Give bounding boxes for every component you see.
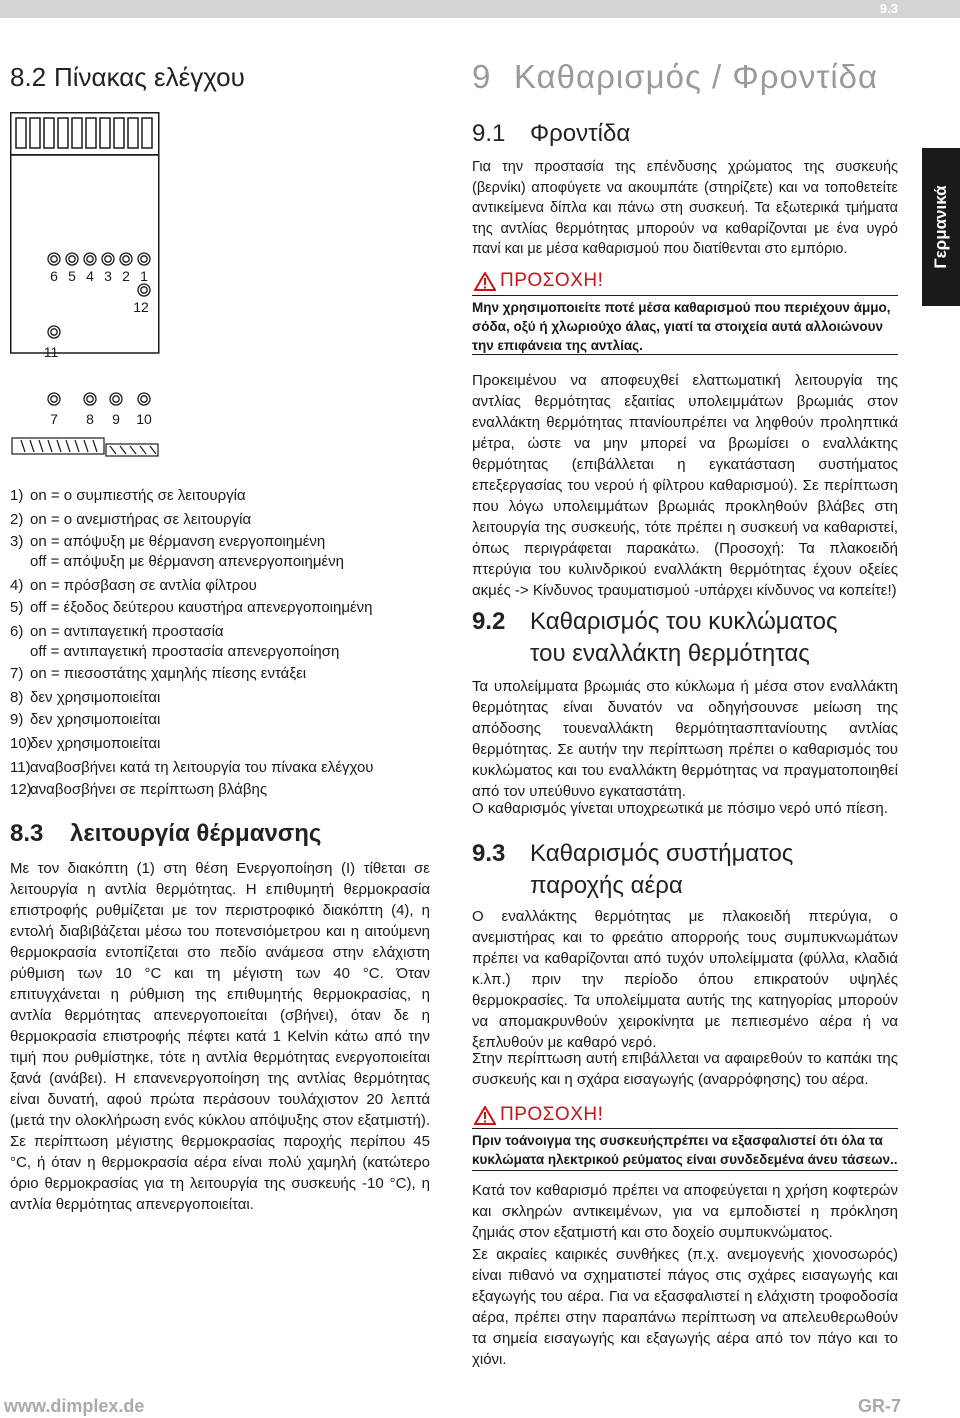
list-item: 6) on = αντιπαγετική προστασία off = αντιπαγετική προστασία απενεργοποίηση <box>10 623 340 660</box>
dial-row <box>48 393 150 405</box>
control-panel-diagram <box>10 112 160 457</box>
section-9-1-body2: Προκειμένου να αποφευχθεί ελαττωματική λειτουργία της αντλίας θερμότητας εξαιτίας υπολειμμάτων βρωμιάς στον εναλλάκτη θερμότητας πτανίουπρέπει να ληφθούν προληπτικά μέτρα, ώστε να μην μπορεί να βρωμίσει ο εναλλάκτης θερμότητας (επιβάλλεται η εγκατάσταση συστήματος επεξεργασίας του νερού ή φίλτρου καθαρισμού). Σε περίπτωση που λόγω υπολειμμάτων βρωμιάς προκληθούν βλάβες στη λειτουργία της συσκευής, τότε πρέπει η συσκευή να καθαριστεί, όπως περιγράφεται παρακάτω. (Προσοχή: Τα πλακοειδή πτερύγια του κυλινδρικού εναλλάκτη θερμότητας έχουν οξείες ακμές -> Κίνδυνος τραυματισμού -υπάρχει κίνδυνος να κοπείτε!) <box>472 372 898 599</box>
section-8-3-heading: 8.3 λειτουργία θέρμανσης <box>10 820 322 847</box>
terminal-strip <box>12 438 158 456</box>
dial-label: 8 <box>86 411 94 427</box>
led-label-12: 12 <box>133 299 149 315</box>
warning-text: Πριν τοάνοιγμα της συσκευήςπρέπει να εξασφαλιστεί ότι όλα τα κυκλώματα ηλεκτρικού ρεύματος είναι συνδεδεμένα άνευ τάσεων.. <box>472 1133 898 1167</box>
dial-label: 10 <box>136 411 152 427</box>
footer-page-id: GR-7 <box>858 1396 902 1416</box>
list-item: 11)αναβοσβήνει κατά τη λειτουργία του πίνακα ελέγχου <box>10 759 374 776</box>
language-tab: Γερμανικά <box>922 148 960 306</box>
section-9-3-body3: Κατά τον καθαρισμό πρέπει να αποφεύγεται η χρήση κοφτερών και σκληρών αντικειμένων, για να εμποδιστεί η πρόκληση ζημιάς στον εξατμιστή και στο δοχείο συμπυκνώματος. <box>472 1182 898 1241</box>
led-label: 2 <box>122 268 130 284</box>
section-9-3-body2: Στην περίπτωση αυτή επιβάλλεται να αφαιρεθούν το καπάκι της συσκευής και η σχάρα εισαγωγής (αναρρόφησης) του αέρα. <box>472 1050 898 1088</box>
led-label: 3 <box>104 268 112 284</box>
section-9-3-body: Ο εναλλάκτης θερμότητας με πλακοειδή πτερύγια, ο ανεμιστήρας και το φρεάτιο απορροής τους συμπυκνωμάτων πρέπει να καθαρίζονται από τυχόν υπολείμματα (φύλλα, κλαδιά κ.λπ.) πριν την περίοδο όπου επικρατούν υψηλές θερμοκρασίες. Τα υπολείμματα αυτής της κατηγορίας μπορούν να απομακρυνθούν χειροκίνητα με πεπιεσμένο αέρα ή να ξεπλυθούν με καθαρό νερό. <box>472 908 898 1051</box>
section-9-3-body4: Σε ακραίες καιρικές συνθήκες (π.χ. ανεμογενής χιονοσωρός) είναι πιθανό να σχηματιστεί πάγος στις σχάρες εισαγωγής και εξαγωγής του αέρα. Για να εξασφαλιστεί η ελάχιστη τροφοδοσία αέρα, πρέπει στην παραπάνω περίπτωση να απελευθερωθούν τα σημεία εισαγωγής και εξαγωγής αέρα από τον πάγο και το χιόνι. <box>472 1246 898 1368</box>
warning-icon <box>474 272 496 291</box>
list-item: 8) δεν χρησιμοποιείται <box>10 689 161 706</box>
warning-title: ΠΡΟΣΟΧΗ! <box>500 1104 604 1125</box>
led-row-top <box>48 253 150 338</box>
list-item: 3) on = απόψυξη με θέρμανση ενεργοποιημένη off = απόψυξη με θέρμανση απενεργοποιημένη <box>10 533 345 570</box>
section-9-2-body: Τα υπολείμματα βρωμιάς στο κύκλωμα ή μέσα στον εναλλάκτη θερμότητας είναι δυνατόν να οδηγήσουνσε μείωση της απόδοσης τουεναλλάκτη θερμότητασπτανίουτης αντλίας θερμότητας. Σε αυτήν την περίπτωση πρέπει ο καθαρισμός του κυκλώματος και του εναλλάκτη θερμότητας να πραγματοποιηθεί από τον υπεύθυνο εγκαταστάτη. <box>472 678 898 800</box>
section-9-1-heading: 9.1 Φροντίδα <box>472 120 631 147</box>
warning-text: Μην χρησιμοποιείτε ποτέ μέσα καθαρισμού που περιέχουν άμμο, σόδα, οξύ ή χλωριούχο άλας, γιατί τα στοιχεία αυτά αλλοιώνουν την επιφάνεια της αντλίας. <box>472 300 891 353</box>
led-label: 4 <box>86 268 94 284</box>
dial-label: 7 <box>50 411 58 427</box>
section-9-3-heading: 9.3 Καθαρισμός συστήματος παροχής αέρα <box>472 840 794 899</box>
list-item: 1) on = ο συμπιεστής σε λειτουργία <box>10 487 246 504</box>
footer-website: www.dimplex.de <box>4 1396 145 1416</box>
list-item: 5) off = έξοδος δεύτερου καυστήρα απενεργοποιημένη <box>10 599 373 616</box>
section-8-2-heading: 8.2 Πίνακας ελέγχου <box>10 62 245 92</box>
page-number: 9.3 <box>879 1 898 16</box>
divider <box>472 1170 898 1171</box>
section-9-2-heading: 9.2 Καθαρισμός του κυκλώματος του εναλλάκτη θερμότητας <box>472 608 838 667</box>
led-label: 5 <box>68 268 76 284</box>
section-9-1-body: Για την προστασία της επένδυσης χρώματος της συσκευής (βερνίκι) αποφύγετε να ακουμπάτε (στηρίζετε) και να τοποθετείτε αντικείμενα δίπλα και πάνω στη συσκευή. Τα εξωτερικά τμήματα της αντλίας θερμότητας μπορούν να καθαρίζονται με ένα υγρό πανί και με μέσα καθαρισμού που διατίθενται στο εμπόριο. <box>472 159 898 257</box>
list-item: 4) on = πρόσβαση σε αντλία φίλτρου <box>10 577 257 594</box>
top-bar <box>0 0 960 18</box>
led-label: 6 <box>50 268 58 284</box>
section-8-3-body: Με τον διακόπτη (1) στη θέση Ενεργοποίηση (I) τίθεται σε λειτουργία η αντλία θερμότητας. Η επιθυμητή θερμοκρασία επιστροφής ρυθμίζεται με τον περιστροφικό διακόπτη (4), η εντολή διαβιβάζεται μέσω του ποτενσιόμετρου και η αιτούμενη θερμοκρασία εντοπίζεται στο πεδίο ανάμεσα στην ελάχιστη ρύθμιση των 10 °C και τη μέγιστη των 40 °C. Όταν επιτυγχάνεται η ρύθμιση της επιθυμητής θερμοκρασίας, η αντλία θερμότητας απενεργοποιείται (σβήνει), όταν δε η θερμοκρασία επιστροφής πέφτει κατά 1 Kelvin κάτω από την τιμή που ρυθμίστηκε, τότε η αντλία θερμότητας ενεργοποιείται ξανά (ανάβει). Η επανενεργοποίηση της αντλίας θερμότητας είναι δυνατή, αφού πρώτα περάσουν τουλάχιστον 20 λεπτά (μετά την ολοκλήρωση ενός κύκλου απόψυξης στον εξατμιστή). Σε περίπτωση μέγιστης θερμοκρασίας παροχής περίπου 45 °C, ή όταν η θερμοκρασία αέρα είναι πολύ χαμηλή (κατώτερο όριο θερμοκρασίας για τη λειτουργία της συσκευής -10 °C), η αντλία θερμότητας απενεργοποιείται. <box>10 860 430 1213</box>
divider <box>472 354 898 355</box>
section-9-heading: 9 Καθαρισμός / Φροντίδα <box>472 58 879 95</box>
warning-title: ΠΡΟΣΟΧΗ! <box>500 270 604 291</box>
list-item: 10)δεν χρησιμοποιείται <box>10 735 161 752</box>
led-label-11: 11 <box>43 344 59 360</box>
divider <box>472 1128 898 1129</box>
divider <box>472 295 898 296</box>
list-item: 2) on = ο ανεμιστήρας σε λειτουργία <box>10 511 252 528</box>
list-item: 7) on = πιεσοστάτης χαμηλής πίεσης εντάξει <box>10 665 307 682</box>
led-label: 1 <box>140 268 148 284</box>
list-item: 9) δεν χρησιμοποιείται <box>10 711 161 728</box>
section-9-2-body2: Ο καθαρισμός γίνεται υποχρεωτικά με πόσιμο νερό υπό πίεση. <box>472 800 888 817</box>
warning-icon <box>474 1106 496 1125</box>
list-item: 12)αναβοσβήνει σε περίπτωση βλάβης <box>10 781 268 798</box>
dial-label: 9 <box>112 411 120 427</box>
